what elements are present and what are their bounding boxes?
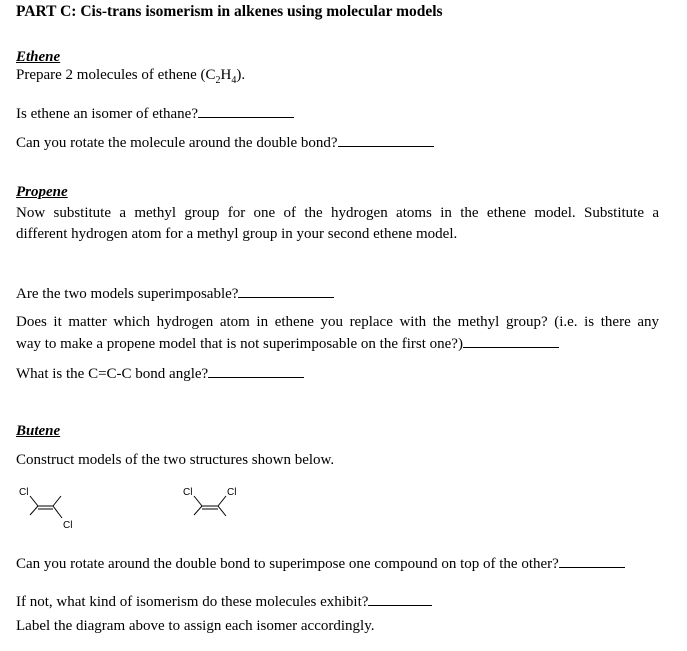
page-title: PART C: Cis-trans isomerism in alkenes using molecular models	[16, 3, 443, 20]
ethene-question-2: Can you rotate the molecule around the double bond?	[16, 132, 434, 152]
propene-paragraph-line-1: Now substitute a methyl group for one of the hydrogen atoms in the ethene model. Substitute a	[16, 205, 659, 221]
propene-question-3: What is the C=C-C bond angle?	[16, 363, 304, 383]
mol1-atom-cl-top: Cl	[19, 487, 29, 498]
butene-heading: Butene	[16, 423, 61, 439]
propene-question-1: Are the two models superimposable?	[16, 283, 334, 303]
answer-blank-propene-1[interactable]	[238, 283, 334, 298]
cis-dichloroethene-structure	[180, 483, 250, 533]
butene-question-1: Can you rotate around the double bond to superimpose one compound on top of the other?	[16, 553, 625, 573]
ethene-instruction: Prepare 2 molecules of ethene $(C_2H_4)$.	[16, 67, 246, 86]
mol1-atom-cl-bottom: Cl	[63, 520, 73, 531]
mol2-bond-methyl1	[194, 506, 202, 515]
butene-question-3: Label the diagram above to assign each isomer accordingly.	[16, 618, 375, 634]
mol2-bond-cl1	[194, 496, 202, 506]
ethene-question-1: Is ethene an isomer of ethane?	[16, 103, 294, 123]
mol1-bond-cl2	[53, 506, 62, 518]
mol2-atom-cl-left: Cl	[183, 487, 193, 498]
answer-blank-propene-3[interactable]	[208, 363, 304, 378]
butene-instruction: Construct models of the two structures shown below.	[16, 452, 335, 468]
propene-paragraph-line-2: different hydrogen atom for a methyl group in your second ethene model.	[16, 226, 458, 242]
propene-question-2-line-2: way to make a propene model that is not superimposable on the first one?)	[16, 333, 559, 353]
mol2-bond-methyl2	[218, 506, 226, 516]
answer-blank-ethene-2[interactable]	[338, 132, 434, 147]
answer-blank-ethene-1[interactable]	[198, 103, 294, 118]
mol1-bond-methyl1	[30, 506, 38, 515]
answer-blank-butene-1[interactable]	[559, 553, 625, 568]
mol1-bond-cl1	[30, 496, 38, 506]
trans-dichloroethene-structure	[16, 483, 86, 533]
propene-heading: Propene	[16, 184, 68, 200]
ethene-heading: Ethene	[16, 49, 61, 65]
mol1-bond-methyl2	[53, 496, 61, 506]
answer-blank-butene-2[interactable]	[368, 591, 432, 606]
propene-question-2-line-1: Does it matter which hydrogen atom in ethene you replace with the methyl group? (i.e. is there any	[16, 314, 659, 330]
answer-blank-propene-2[interactable]	[463, 333, 559, 348]
butene-question-2: If not, what kind of isomerism do these molecules exhibit?	[16, 591, 432, 611]
mol2-bond-cl2	[218, 496, 226, 506]
mol2-atom-cl-right: Cl	[227, 487, 237, 498]
